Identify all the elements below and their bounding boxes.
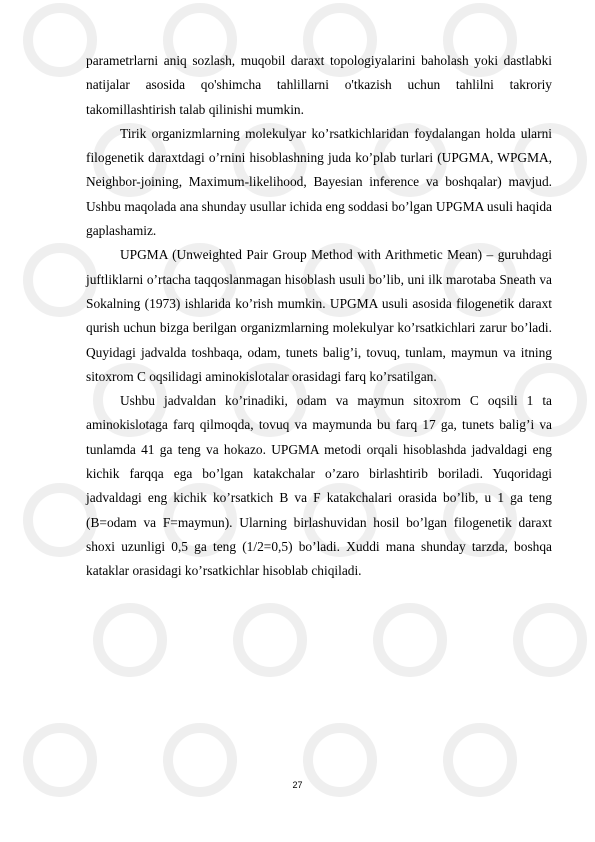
paragraph-2: Tirik organizmlarning molekulyar ko’rsatkichlaridan foydalangan holda ularni filogenetik daraxtdagi o’rnini hisoblashning juda ko’plab turlari (UPGMA, WPGMA, Neighbor-joining, Maximum-likelihood, Bayesian inference va boshqalar) mavjud. Ushbu maqolada ana shunday usullar ichida eng soddasi bo’lgan UPGMA usuli haqida gaplashamiz.	[86, 125, 552, 239]
paragraph-1: parametrlarni aniq sozlash, muqobil daraxt topologiyalarini baholash yoki dastlabki natijalar asosida qo'shimcha tahlillarni o'tkazish uchun tahlilni takroriy takomillashtirish talab qilinishi mumkin.	[86, 53, 552, 117]
page-number: 27	[292, 780, 303, 790]
document-body	[86, 49, 552, 584]
paragraph-4: Ushbu jadvaldan ko’rinadiki, odam va maymun sitoxrom C oqsili 1 ta aminokislotaga farq qilmoqda, tovuq va maymunda bu farq 17 ga, tunets balig’i va tunlamda 41 ga teng va hokazo. UPGMA metodi orqali hisoblashda jadvaldagi eng kichik farqqa ega bo’lgan katakchalar o’zaro birlashtirib boriladi. Yuqoridagi jadvaldagi eng kichik ko’rsatkich B va F katakchalari orasida bo’lib, u 1 ga teng (B=odam va F=maymun). Ularning birlashuvidan hosil bo’lgan filogenetik daraxt shoxi uzunligi 0,5 ga teng (1/2=0,5) bo’ladi. Xuddi mana shunday tarzda, boshqa kataklar orasidagi ko’rsatkichlar hisoblab chiqiladi.	[86, 393, 552, 579]
paragraph-3: UPGMA (Unweighted Pair Group Method with Arithmetic Mean) – guruhdagi juftliklarni o’rtacha taqqoslanmagan hisoblash usuli bo’lib, uni ilk marotaba Sneath va Sokalning (1973) ishlarida ko’rish mumkin. UPGMA usuli asosida filogenetik daraxt qurish uchun bizga berilgan organizmlarning molekulyar ko’rsatkichlari zarur bo’ladi. Quyidagi jadvalda toshbaqa, odam, tunets balig’i, tovuq, tunlam, maymun va itning sitoxrom C oqsilidagi aminokislotalar orasidagi farq ko’rsatilgan.	[86, 247, 552, 384]
